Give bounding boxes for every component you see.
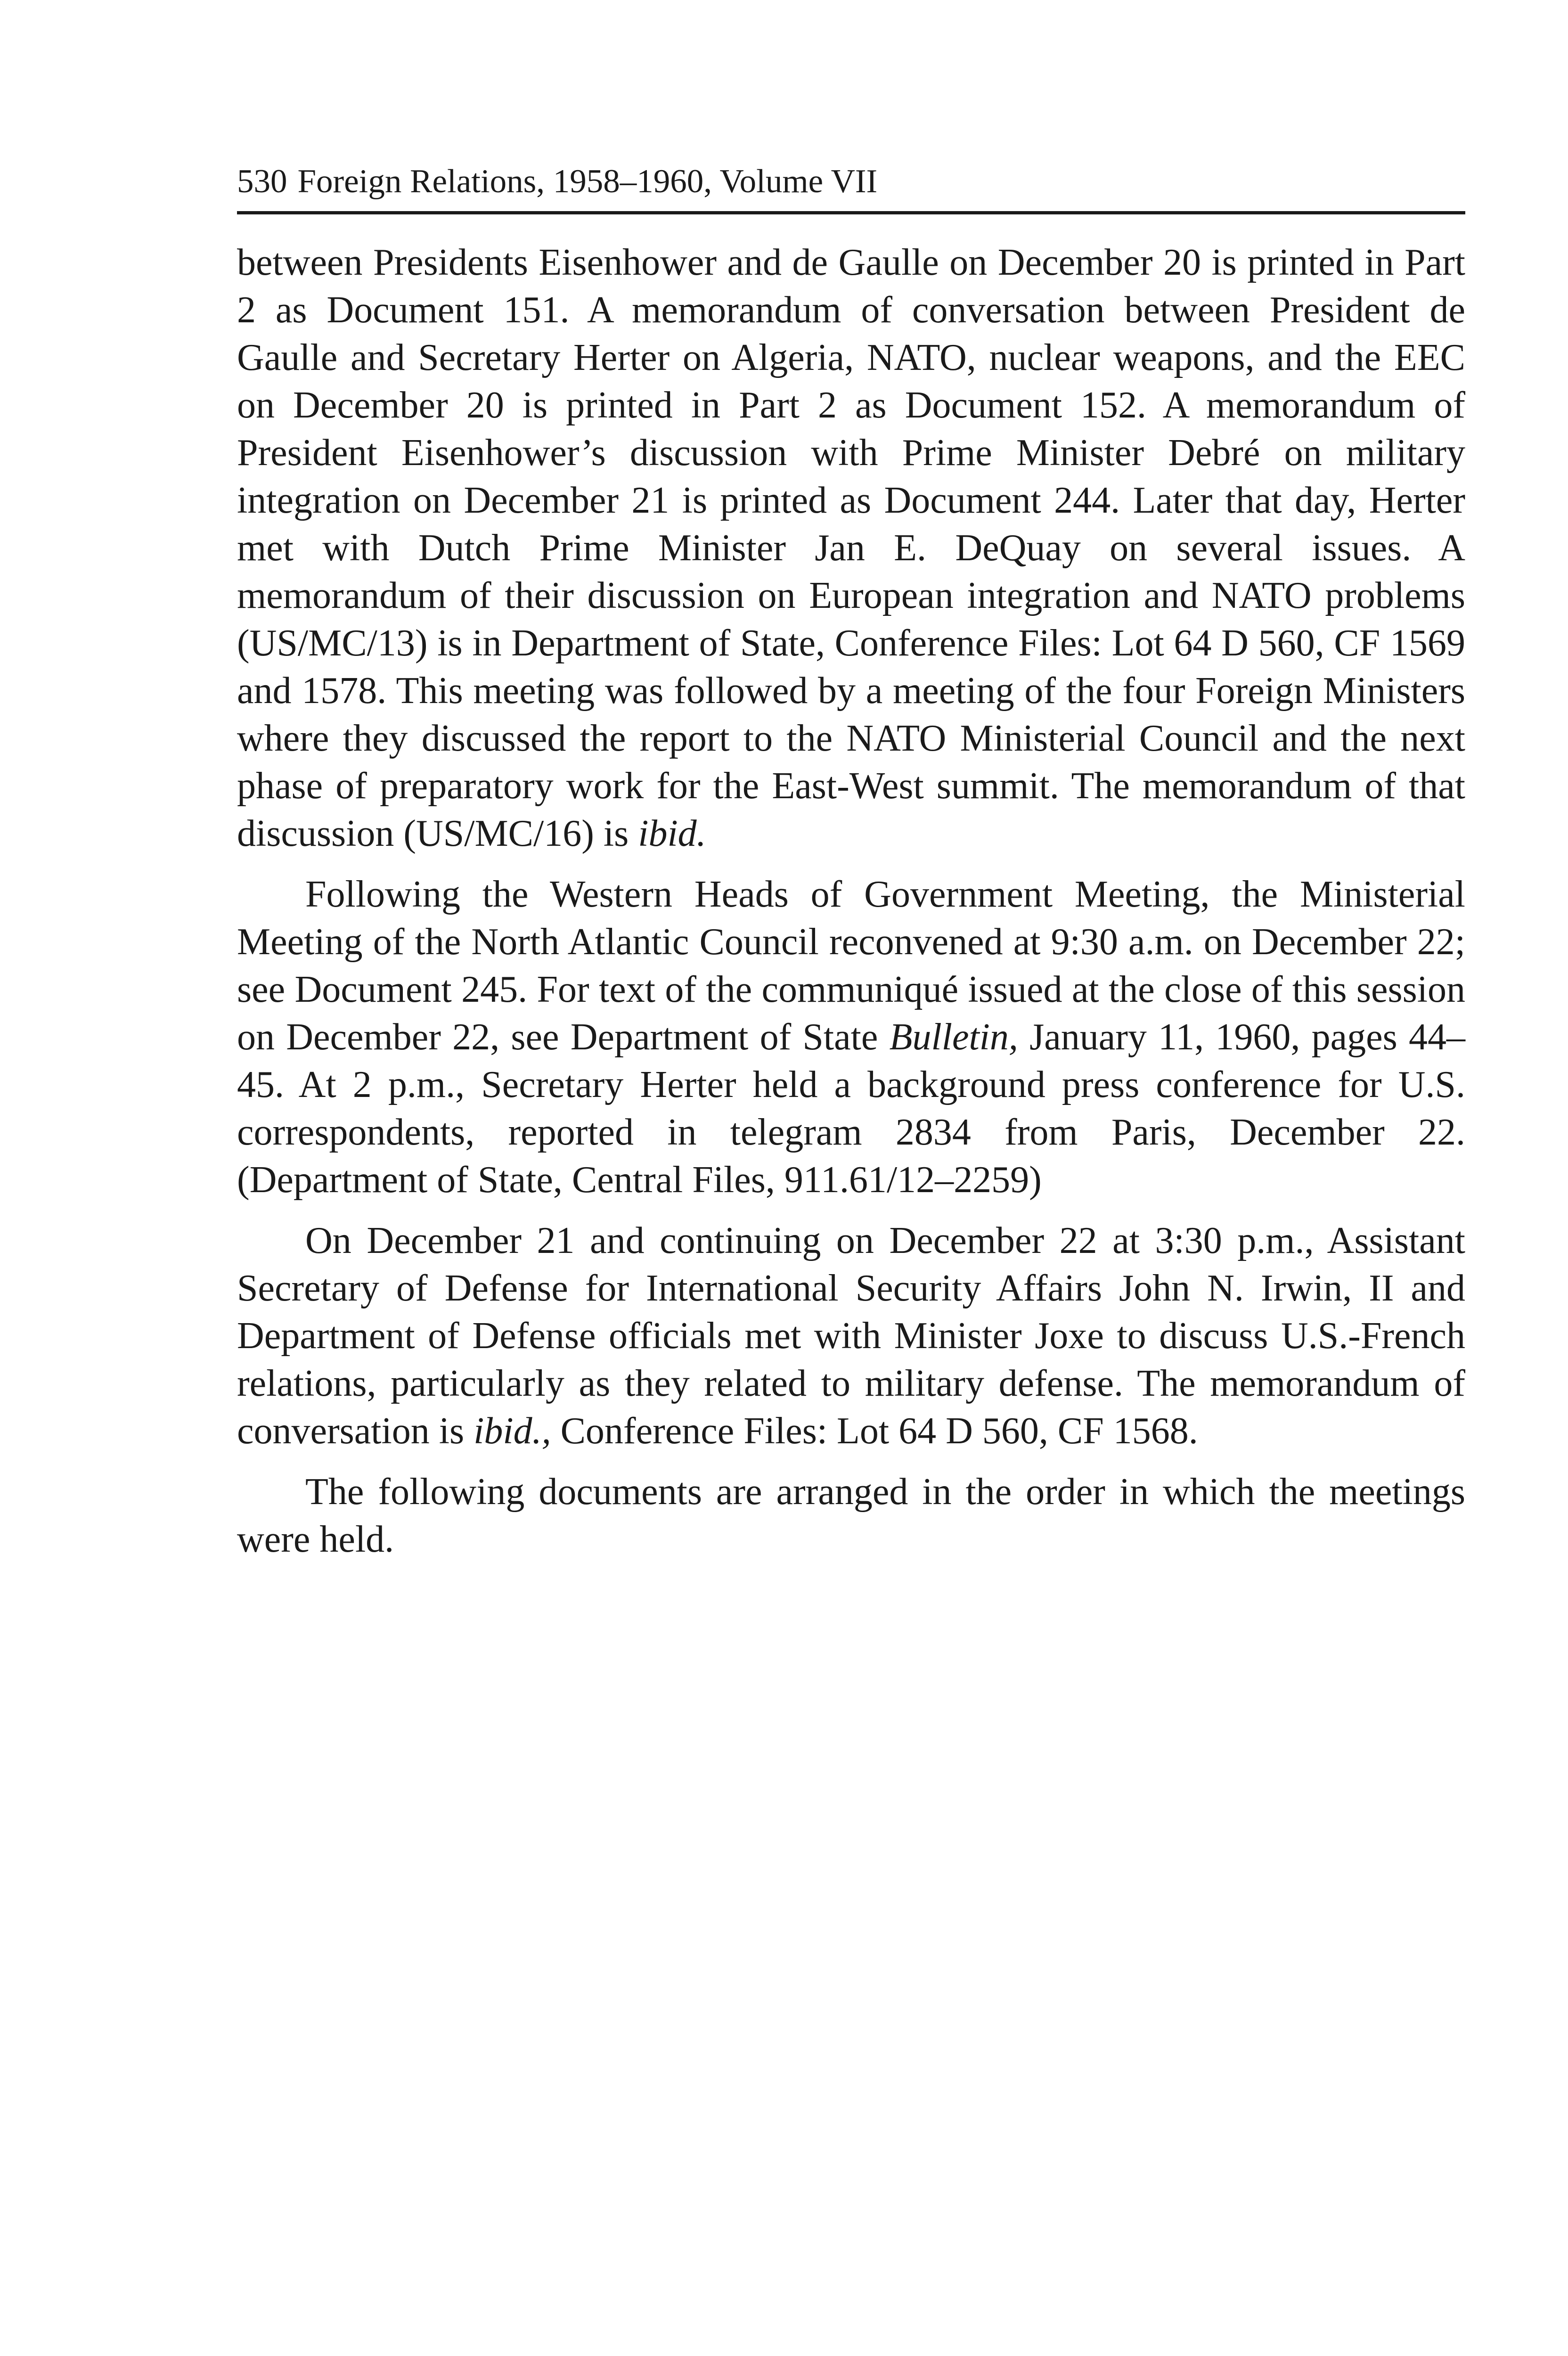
paragraph-ministerial-meeting <box>237 871 1465 1204</box>
running-title: Foreign Relations, 1958–1960, Volume VII <box>297 163 878 200</box>
paragraph-continuation <box>237 239 1465 858</box>
text-segment: The following documents are arranged in the order in which the meetings were held. <box>237 1471 1465 1560</box>
paragraph-closing-note <box>237 1468 1465 1563</box>
italic-publication-title: Bulletin, <box>889 1016 1018 1058</box>
text-segment: Conference Files: Lot 64 D 560, CF 1568. <box>551 1410 1198 1452</box>
page-number: 530 <box>237 163 287 200</box>
document-page <box>237 160 1465 1577</box>
text-segment: January 11, 1960, pages 44–45. At 2 p.m., Secretary Herter held a background press conference for U.S. correspondents, reported in telegram 2834 from Paris, December 22. (Department of State, Central Files, 911.61/12–2259) <box>237 1016 1466 1201</box>
italic-citation: ibid. <box>638 813 706 854</box>
text-segment: On December 21 and continuing on December 22 at 3:30 p.m., Assistant Secretary of Defense for International Security Affairs John N. Irwin, II and Department of Defense officials met with Minister Joxe to discuss U.S.-French relations, particularly as they related to military defense. The memorandum of conversation is <box>237 1220 1465 1452</box>
paragraph-defense-meeting <box>237 1217 1465 1455</box>
italic-citation: ibid., <box>474 1410 551 1452</box>
text-segment: between Presidents Eisenhower and de Gaulle on December 20 is printed in Part 2 as Document 151. A memorandum of conversation between President de Gaulle and Secretary Herter on Algeria, NATO, nuclear weapons, and the EEC on December 20 is printed in Part 2 as Document 152. A memorandum of President Eisenhower’s discussion with Prime Minister Debré on military integration on December 21 is printed as Document 244. Later that day, Herter met with Dutch Prime Minister Jan E. DeQuay on several issues. A memorandum of their discussion on European integration and NATO problems (US/MC/13) is in Department of State, Conference Files: Lot 64 D 560, CF 1569 and 1578. This meeting was followed by a meeting of the four Foreign Ministers where they discussed the report to the NATO Ministerial Council and the next phase of preparatory work for the East-West summit. The memorandum of that discussion (US/MC/16) is <box>237 242 1465 854</box>
text-segment: Following the Western Heads of Government Meeting, the Ministerial Meeting of the North Atlantic Council reconvened at 9:30 a.m. on December 22; see Document 245. For text of the communiqué issued at the close of this session on December 22, see Department of State <box>237 874 1465 1058</box>
body-text <box>237 239 1465 1563</box>
running-head <box>237 160 1465 214</box>
